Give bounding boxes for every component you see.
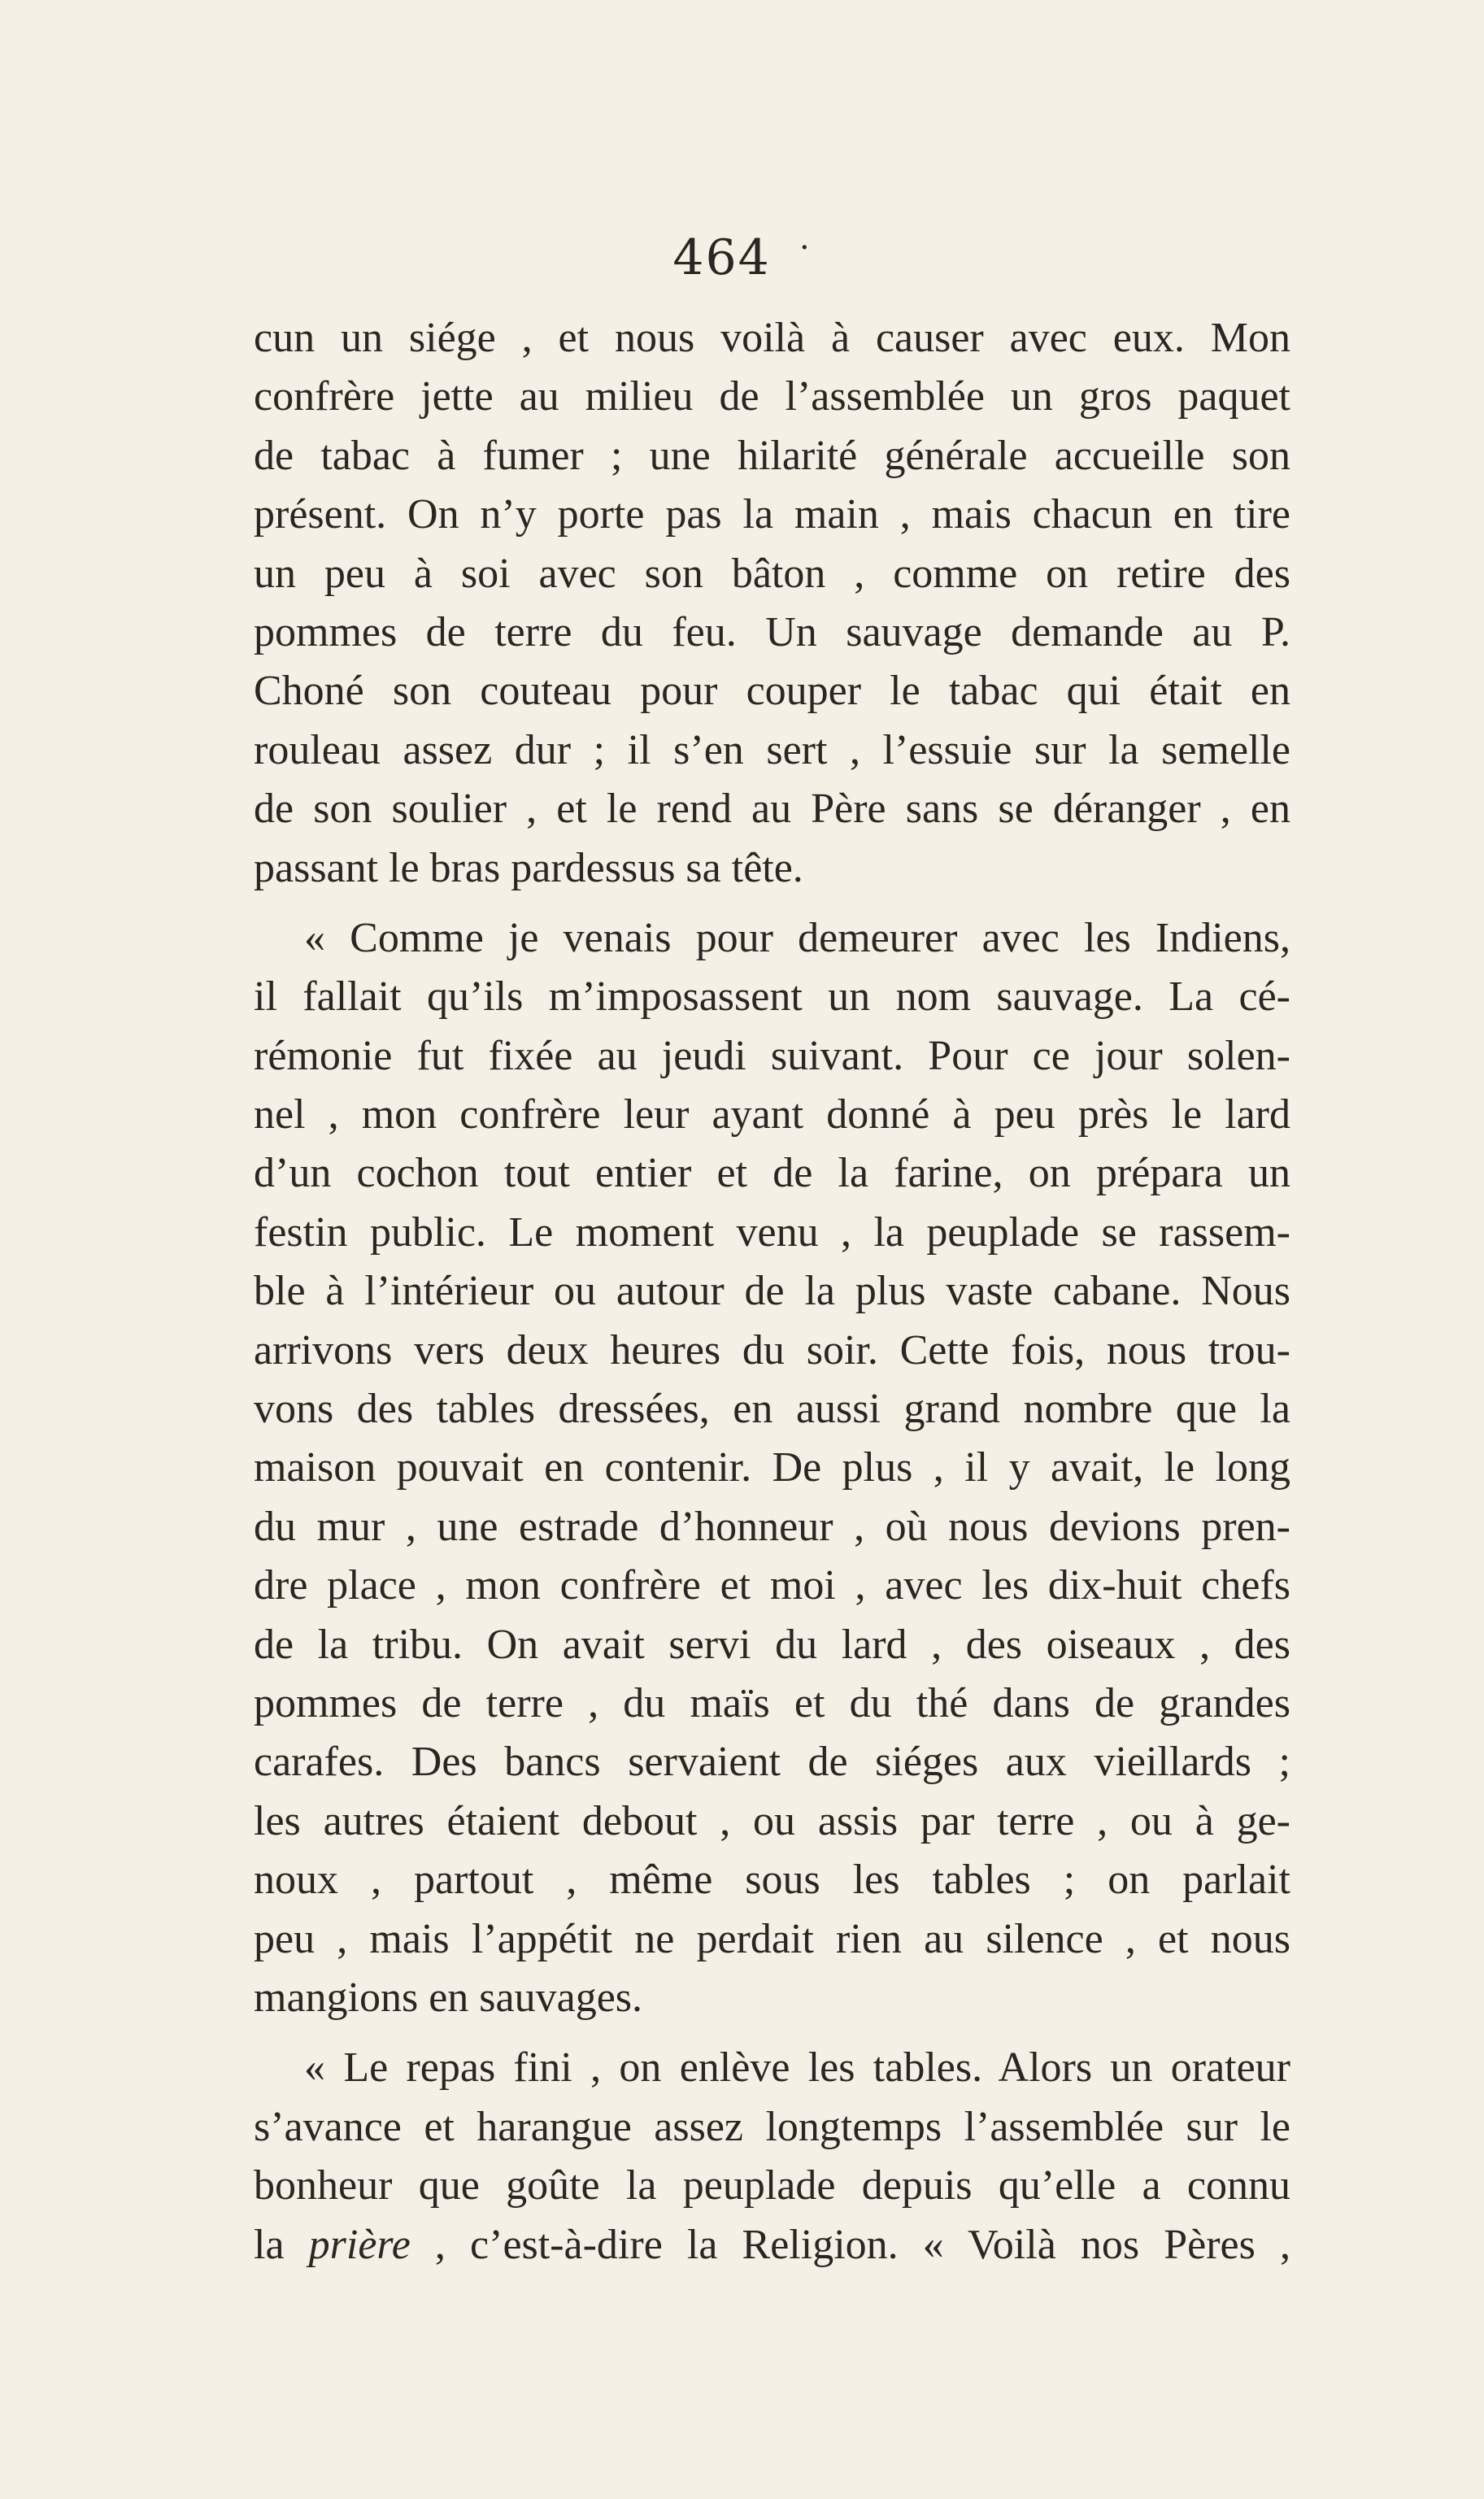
- text-line: Choné son couteau pour couper le tabac qui était en: [254, 668, 1290, 715]
- paragraph-gap: [254, 898, 1290, 909]
- final-line-before: la: [254, 2221, 309, 2268]
- text-line: de son soulier , et le rend au Père sans se déranger , en: [254, 786, 1290, 833]
- text-line: s’avance et harangue assez longtemps l’assemblée sur le: [254, 2103, 1290, 2150]
- text-line: du mur , une estrade d’honneur , où nous devions pren-: [254, 1503, 1290, 1550]
- text-line: noux , partout , même sous les tables ; on parlait: [254, 1857, 1290, 1904]
- paragraph-gap: [254, 2027, 1290, 2039]
- text-line: carafes. Des bancs servaient de siéges aux vieillards ;: [254, 1739, 1290, 1786]
- text-line: les autres étaient debout , ou assis par terre , ou à ge-: [254, 1797, 1290, 1844]
- text-line: pommes de terre , du maïs et du thé dans de grandes: [254, 1679, 1290, 1726]
- paragraph-3: [254, 2039, 1290, 2275]
- text-line: rémonie fut fixée au jeudi suivant. Pour ce jour solen-: [254, 1032, 1290, 1079]
- text-line: il fallait qu’ils m’imposassent un nom sauvage. La cé-: [254, 973, 1290, 1021]
- italic-word: prière: [308, 2221, 411, 2268]
- text-line: arrivons vers deux heures du soir. Cette fois, nous trou-: [254, 1326, 1290, 1374]
- text-line: mangions en sauvages.: [254, 1974, 643, 2021]
- text-line: d’un cochon tout entier et de la farine, on prépara un: [254, 1150, 1290, 1197]
- text-line: de la tribu. On avait servi du lard , des oiseaux , des: [254, 1621, 1290, 1668]
- text-line: de tabac à fumer ; une hilarité générale accueille son: [254, 432, 1290, 479]
- text-line: peu , mais l’appétit ne perdait rien au silence , et nous: [254, 1915, 1290, 1962]
- text-line-final: [254, 2216, 1290, 2275]
- text-line: pommes de terre du feu. Un sauvage demande au P.: [254, 608, 1290, 655]
- text-line: cun un siége , et nous voilà à causer avec eux. Mon: [254, 315, 1290, 361]
- text-line: rouleau assez dur ; il s’en sert , l’essuie sur la semelle: [254, 726, 1290, 773]
- text-line: bonheur que goûte la peuplade depuis qu’elle a connu: [254, 2162, 1290, 2209]
- text-line: « Comme je venais pour demeurer avec les Indiens,: [304, 914, 1290, 961]
- page-number-mark: ·: [799, 229, 812, 267]
- text-line: ble à l’intérieur ou autour de la plus vaste cabane. Nous: [254, 1268, 1290, 1315]
- text-line: festin public. Le moment venu , la peuplade se rassem-: [254, 1208, 1290, 1256]
- text-line: passant le bras pardessus sa tête.: [254, 844, 803, 891]
- text-line: « Le repas fini , on enlève les tables. Alors un orateur: [304, 2044, 1290, 2092]
- body-text: [254, 309, 1290, 2275]
- text-line: vons des tables dressées, en aussi grand nombre que la: [254, 1386, 1290, 1433]
- text-line: confrère jette au milieu de l’assemblée un gros paquet: [254, 373, 1290, 420]
- text-line: maison pouvait en contenir. De plus , il y avait, le long: [254, 1444, 1290, 1491]
- text-line: un peu à soi avec son bâton , comme on retire des: [254, 550, 1290, 597]
- text-line: présent. On n’y porte pas la main , mais chacun en tire: [254, 491, 1290, 538]
- page-number: [0, 229, 1484, 286]
- page-number-value: 464: [672, 229, 771, 286]
- text-line: dre place , mon confrère et moi , avec les dix-huit chefs: [254, 1562, 1290, 1609]
- final-line-after: , c’est-à-dire la Religion. « Voilà nos Pères ,: [410, 2221, 1290, 2268]
- paragraph-1: [254, 309, 1290, 898]
- paragraph-2: [254, 909, 1290, 2027]
- text-line: nel , mon confrère leur ayant donné à peu près le lard: [254, 1091, 1290, 1138]
